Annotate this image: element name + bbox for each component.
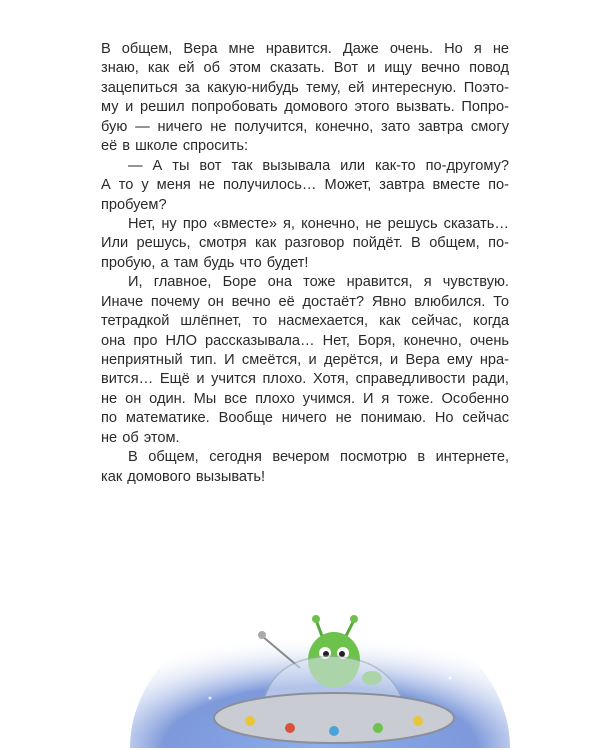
text-line: В общем, сегодня вечером посмотрю в интернете, [128, 449, 509, 466]
text-line: по математике. Вообще ничего не понимаю. Но сейчас [101, 410, 509, 427]
text-line: не об этом. [101, 429, 180, 446]
text-line: Или решусь, смотря как разговор пойдёт. В общем, по- [101, 235, 509, 252]
text-line: знаю, как ей об этом сказать. Вот и ищу вечно повод [101, 60, 509, 77]
text-line: В общем, Вера мне нравится. Даже очень. Но я не [101, 41, 509, 57]
text-line: Иначе почему он вечно её достаёт? Явно влюбился. То [101, 293, 509, 310]
text-line: зацепиться за какую-нибудь тему, ей интересную. Поэто- [101, 79, 509, 96]
text-line: неприятный тип. И смеётся, и дерётся, и Вера ему нра- [101, 352, 509, 368]
ufo-alien-illustration [0, 558, 600, 748]
text-line: она про НЛО рассказывала… Нет, Боря, конечно, очень [101, 332, 509, 349]
text-line: вится… Ещё и учится плохо. Хотя, справедливости ради, [101, 371, 509, 388]
text-line: не он один. Мы все плохо учимся. И я тоже. Особенно [101, 390, 509, 407]
text-line: — А ты вот так вызывала или как-то по-другому? [128, 157, 509, 174]
text-line: Нет, ну про «вместе» я, конечно, не решусь сказать… [128, 215, 509, 232]
text-line: тетрадкой шлёпнет, то насмехается, как сейчас, когда [101, 313, 509, 330]
text-line: му и решил попробовать домового этого вызвать. Попро- [101, 99, 509, 116]
text-line: А то у меня не получилось… Может, завтра вместе по- [101, 177, 509, 194]
text-line: пробую, а там будь что будет! [101, 254, 309, 271]
text-line: бую — ничего не получится, конечно, зато завтра смогу [101, 118, 509, 135]
text-line: её в школе спросить: [101, 138, 249, 155]
text-line: пробуем? [101, 196, 167, 213]
text-line: как домового вызывать! [101, 468, 266, 485]
text-line: И, главное, Боре она тоже нравится, я чувствую. [128, 274, 509, 291]
book-text [101, 40, 509, 487]
